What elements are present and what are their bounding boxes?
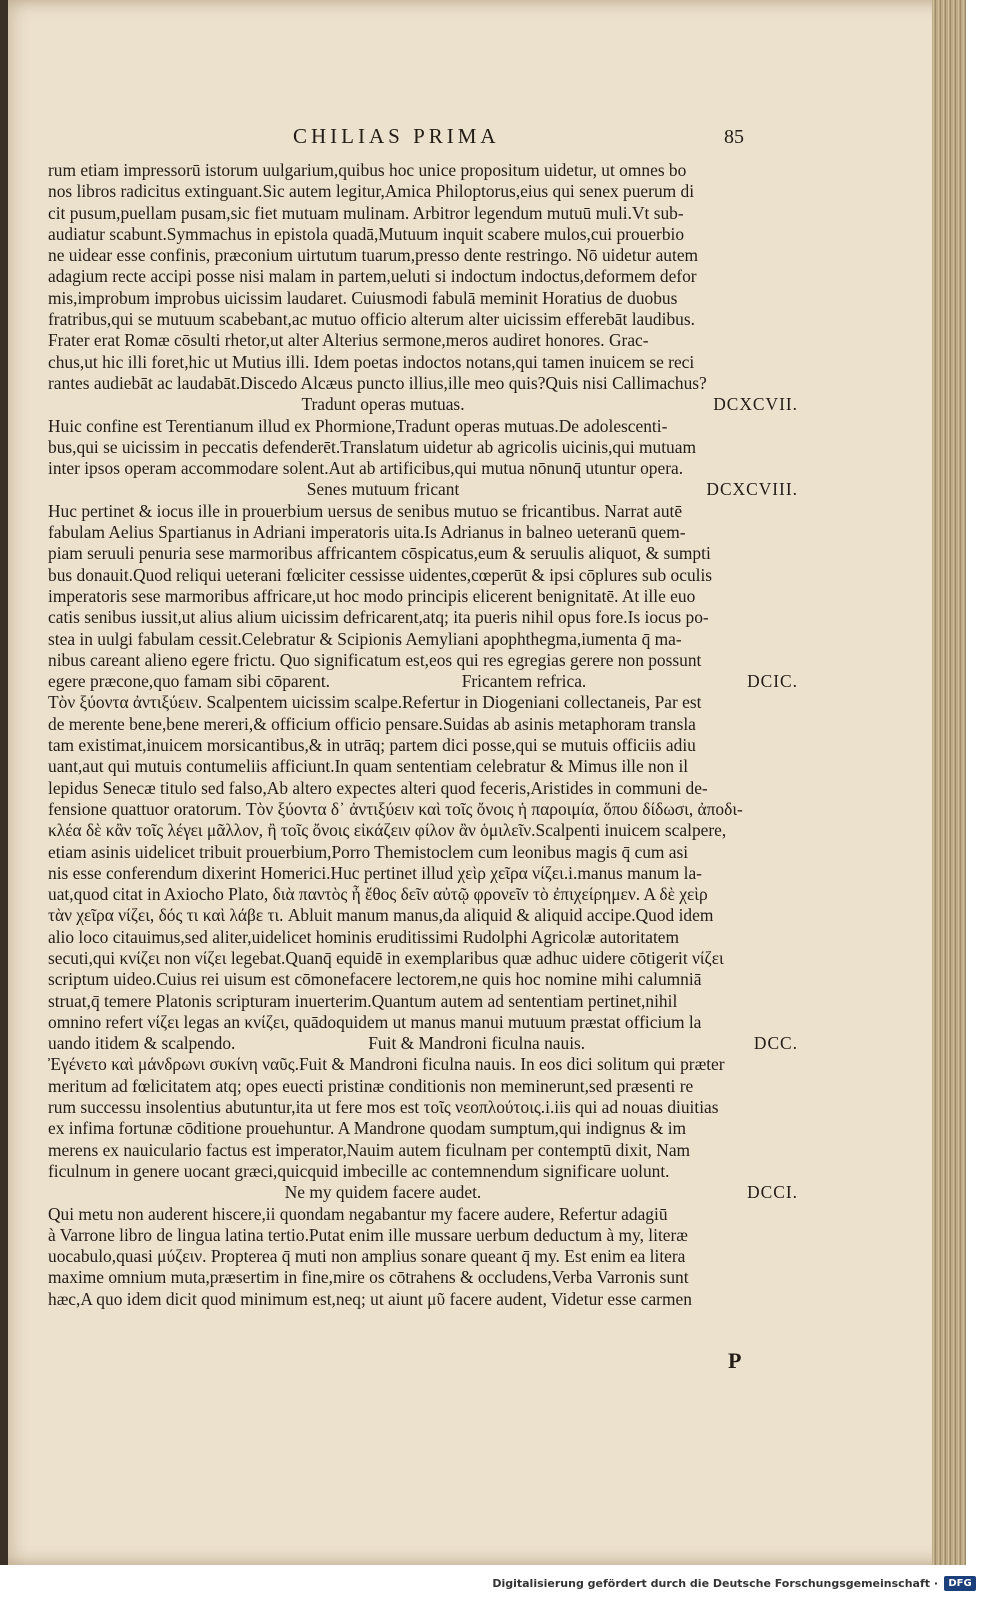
text-line: Huic confine est Terentianum illud ex Phormione,Tradunt operas mutuas.De adolescenti- — [48, 415, 668, 436]
text-line: nis esse conferendum dixerint Homerici.Huc pertinet illud χεὶρ χεῖρα νίζει.i.manus manum la- — [48, 862, 702, 883]
signature-mark: P — [728, 1348, 742, 1373]
text-line: rantes audiebāt ac laudabāt.Discedo Alcæus puncto illius,ille meo quis?Quis nisi Callimachus? — [48, 372, 707, 393]
text-line: stea in uulgi fabulam cessit.Celebratur & Scipionis Aemyliani apophthegma,iumenta q̄ ma- — [48, 628, 682, 649]
adage-title: Senes mutuum fricant — [306, 479, 460, 500]
text-line: struat,q̄ temere Platonis scripturam inuerterim.Quantum autem ad sententiam pertinet,nihil — [48, 990, 678, 1011]
adage-title: Tradunt operas mutuas. — [301, 394, 465, 415]
text-line: Frater erat Romæ cōsulti rhetor,ut alter Alterius sermone,meros audiret honores. Grac- — [48, 330, 649, 351]
running-title: CHILIAS PRIMA — [293, 124, 500, 148]
adage-title: Ne my quidem facere audet. — [284, 1182, 482, 1203]
text-line: scriptum uideo.Cuius rei uisum est cōmonefacere lectorem,ne quis hoc nomine mihi calumniā — [48, 969, 702, 990]
body-text — [48, 160, 798, 1310]
dfg-logo: DFG — [944, 1576, 976, 1591]
text-line: bus donauit.Quod reliqui ueterani fœliciter cessisse uidentes,cœperūt & ipsi cōplures sub oculis — [48, 564, 713, 585]
text-line: etiam asinis uidelicet tribuit prouerbium,Porro Themistoclem cum leonibus magis q̄ cum asi — [48, 841, 689, 862]
text-line: piam seruuli penuria sese marmoribus affricantem cōspicatus,eum & seruulis aliquot, & sumpti — [48, 543, 711, 564]
text-line: uocabulo,quasi μύζειν. Propterea q̄ muti non amplius sonare queant q̄ my. Est enim ea litera — [48, 1246, 686, 1267]
text-line: ficulnum in genere uocant græci,quicquid imbecille ac contemnendum significare uolunt. — [48, 1160, 670, 1181]
text-line: rum successu insolentius abutuntur,ita ut fere mos est τοῖς νεοπλούτοις.i.iis qui ad nouas diuitias — [48, 1097, 719, 1118]
text-line: τὰν χεῖρα νίζει, δός τι καὶ λάβε τι. Abluit manum manus,da aliquid & aliquid accipe.Quod idem — [48, 905, 714, 926]
text-line: meritum ad fœlicitatem atq; opes euecti pristinæ conditionis non meminerunt,sed præsenti re — [48, 1075, 694, 1096]
text-line: uant,aut qui mutuis contumeliis afficiunt.In quam sententiam celebratur & Mimus ille non il — [48, 756, 689, 777]
text-line: de merente bene,bene mereri,& officium officio pensare.Suidas ab asinis metaphoram transla — [48, 713, 696, 734]
text-line: ex infima fortunæ cōditione prouehuntur. A Mandrone quodam sumptum,qui indignus & im — [48, 1118, 687, 1139]
adage-number: DCXCVIII. — [706, 479, 798, 500]
text-line: alio loco citauimus,sed aliter,uidelicet hominis eruditissimi Rudolphi Agricolæ autoritatem — [48, 926, 680, 947]
text-line: maxime omnium muta,præsertim in fine,mire os cōtrahens & occludens,Verba Varronis sunt — [48, 1267, 689, 1288]
text-line: inter ipsos operam accommodare solent.Aut ab artificibus,qui mutua nōnunq̄ utuntur opera. — [48, 458, 684, 479]
text-line: fratribus,qui se mutuum scabebant,ac mutuo officio alterum alter uicissim efferebāt laudibus. — [48, 309, 695, 330]
text-line: adagium recte accipi posse nisi malam in partem,ueluti si indoctum indoctus,deformem defor — [48, 266, 697, 287]
adage-heading — [48, 1033, 798, 1054]
text-line: uat,quod citat in Axiocho Plato, διὰ παντὸς ἦ ἔθος δεῖν αὐτῷ φρονεῖν τὸ ἐπιχείρημεν. Α δὲ χεὶρ — [48, 884, 708, 905]
text-line: imperatoris sese marmoribus affricare,ut hoc modo principis elicerent benignitatē. At ille euo — [48, 585, 696, 606]
text-line: nibus careant alieno egere frictu. Quo significatum est,eos qui res egregias gerere non possunt — [48, 649, 702, 670]
text-line: mis,improbum improbus uicissim laudaret. Cuiusmodi fabulā meminit Horatius de duobus — [48, 287, 678, 308]
page-edge — [932, 0, 966, 1565]
text-line: catis senibus iussit,ut alius alium uicissim defricarent,atq; ita pueris nihil opus fore.Is iocus po- — [48, 607, 709, 628]
text-line: uando itidem & scalpendo. — [48, 1033, 236, 1054]
text-line: Qui metu non auderent hiscere,ii quondam negabantur my facere audere, Refertur adagiū — [48, 1203, 668, 1224]
book-page — [8, 0, 966, 1565]
text-line: fensione quattuor oratorum. Τὸν ξύοντα δ᾽ ἀντιξύειν καὶ τοῖς ὄνοις ἡ παροιμία, ὅπου δίδωσι, ἀποδι- — [48, 798, 743, 819]
text-line: rum etiam impressorū istorum uulgarium,quibus hoc unice propositum uidetur, ut omnes bo — [48, 160, 687, 180]
adage-title: Fricantem refrica. — [461, 671, 587, 692]
page-header — [8, 124, 908, 158]
footer — [0, 1572, 1000, 1598]
page-number: 85 — [724, 126, 744, 148]
text-line: fabulam Aelius Spartianus in Adriani imperatoris uita.Is Adrianus in balneo ueteranū quem- — [48, 522, 686, 543]
text-line: chus,ut hic illi foret,hic ut Mutius illi. Idem poetas indoctos notans,qui tamen inuicem se reci — [48, 351, 695, 372]
footer-credit: Digitalisierung gefördert durch die Deutsche Forschungsgemeinschaft · — [492, 1577, 938, 1590]
text-line: bus,qui se uicissim in peccatis defenderēt.Translatum uidetur ab agricolis uicinis,qui mutuam — [48, 436, 696, 457]
text-line: Ἐγένετο καὶ μάνδρωνι συκίνη ναῦς.Fuit & Mandroni ficulna nauis. In eos dici solitum qui præter — [48, 1054, 725, 1075]
text-line: κλέα δὲ κἂν τοῖς λέγει μᾶλλον, ἢ τοῖς ὄνοις εἰκάζειν φίλον ἂν ὁμιλεῖν.Scalpenti inuicem scalpere, — [48, 820, 727, 841]
adage-heading — [48, 479, 798, 500]
text-line: tam existimat,inuicem morsicantibus,& in utrāq; partem dici posse,qui se mutuis officiis adiu — [48, 735, 696, 756]
adage-number: DCCI. — [747, 1182, 798, 1203]
adage-heading — [48, 394, 798, 415]
adage-number: DCC. — [753, 1033, 798, 1054]
text-line: omnino refert νίζει legas an κνίζει, quādoquidem ut manus manui mutuum præstat officium la — [48, 1011, 702, 1032]
scan-border — [0, 0, 8, 1565]
text-line: secuti,qui κνίζει non νίζει legebat.Quanq̄ equidē in exemplaribus quæ adhuc uidere cōtigerit νίζει — [48, 947, 724, 968]
adage-heading — [48, 1182, 798, 1203]
text-line: cit pusum,puellam pusam,sic fiet mutuam mulinam. Arbitror legendum mutuū muli.Vt sub- — [48, 202, 684, 223]
adage-number: DCXCVII. — [713, 394, 798, 415]
text-line: à Varrone libro de lingua latina tertio.Putat enim ille mussare uerbum deductum à my, literæ — [48, 1224, 688, 1245]
text-line: hæc,A quo idem dicit quod minimum est,neq; ut aiunt μῦ facere audent, Videtur esse carmen — [48, 1288, 692, 1309]
text-line: lepidus Senecæ titulo sed falso,Ab altero expectes alteri quod feceris,Aristides in communi de- — [48, 777, 708, 798]
text-line: egere præcone,quo famam sibi cōparent. — [48, 671, 331, 692]
text-line: merens ex nauiculario factus est imperator,Nauim autem ficulnam per contemptū dixit, Nam — [48, 1139, 691, 1160]
adage-title: Fuit & Mandroni ficulna nauis. — [368, 1033, 586, 1054]
adage-number: DCIC. — [747, 671, 798, 692]
text-line: Huc pertinet & iocus ille in prouerbium uersus de senibus mutuo se fricantibus. Narrat autē — [48, 500, 683, 521]
text-line: audiatur scabunt.Symmachus in epistola quadā,Mutuum inquit scabere mulos,cui prouerbio — [48, 223, 685, 244]
text-line: ne uidear esse confinis, præconium uirtutum tuarum,presso dente restringo. Nō uidetur autem — [48, 245, 699, 266]
text-line: Τὸν ξύοντα ἀντιξύειν. Scalpentem uicissim scalpe.Refertur in Diogeniani collectaneis, Par est — [48, 692, 702, 713]
text-line: nos libros radicitus extinguant.Sic autem legitur,Amica Philoptorus,eius qui senex puerum di — [48, 181, 695, 202]
adage-heading — [48, 671, 798, 692]
